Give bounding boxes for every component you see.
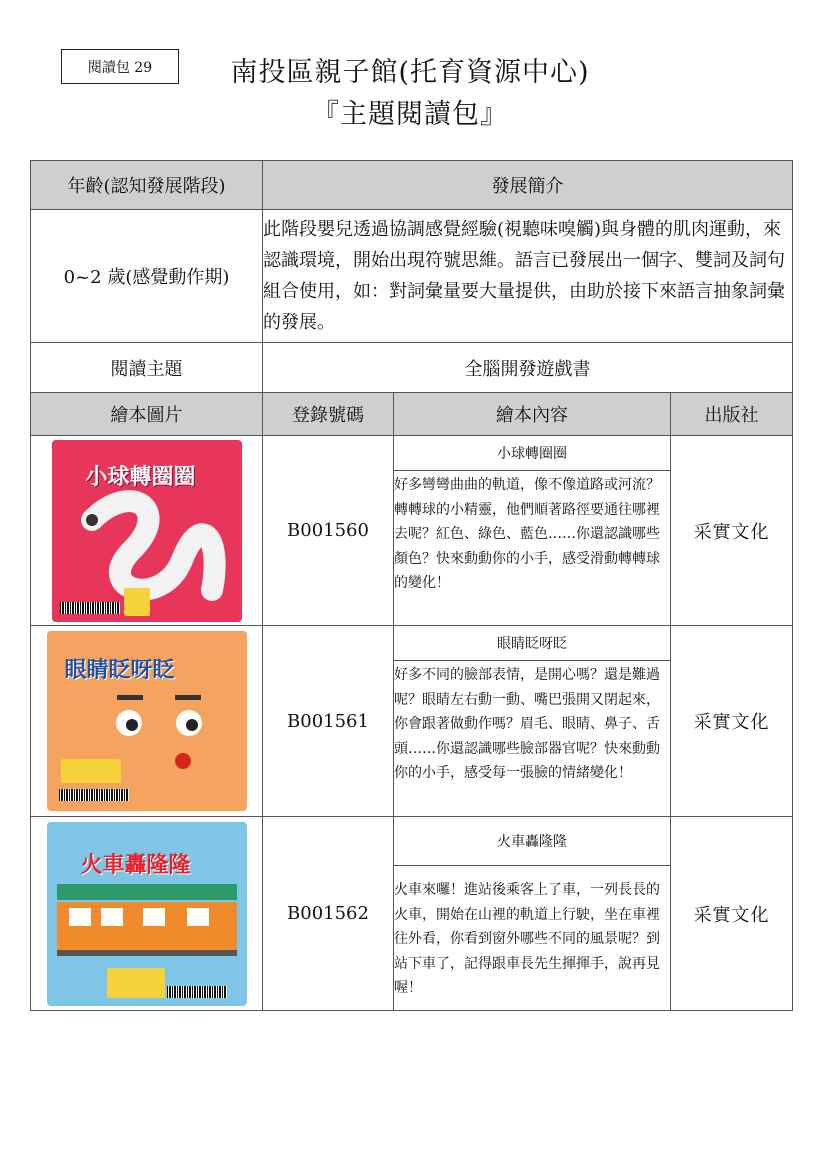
book-title: 火車轟隆隆 <box>394 817 670 866</box>
book-description: 好多彎彎曲曲的軌道，像不像道路或河流？轉轉球的小精靈，他們順著路徑要通往哪裡去呢？紅色、綠色、藍色……你還認識哪些顏色？快來動動你的小手，感受滑動轉轉球的變化！ <box>394 477 660 591</box>
book-title: 小球轉圈圈 <box>394 436 670 471</box>
column-header-publisher: 出版社 <box>671 393 793 436</box>
cover-title-text: 火車轟隆隆 <box>80 852 191 878</box>
face-icon <box>47 631 247 811</box>
library-sticker <box>61 759 121 783</box>
book-description: 好多不同的臉部表情，是開心嗎？還是難過呢？眼睛左右動一動、嘴巴張開又閉起來，你會跟著做動作嗎？眉毛、眼睛、鼻子、舌頭……你還認識哪些臉部器官呢？快來動動你的小手，感受每一張臉的情緒變化！ <box>394 667 660 781</box>
book-publisher: 采實文化 <box>671 626 793 817</box>
cover-title-text: 小球轉圈圈 <box>85 464 196 490</box>
theme-label: 閱讀主題 <box>31 343 263 393</box>
book-description: 火車來囉！進站後乘客上了車，一列長長的火車，開始在山裡的軌道上行駛，坐在車裡往外看，你看到窗外哪些不同的風景呢？到站下車了，記得跟車長先生揮揮手，說再見喔！ <box>394 882 660 996</box>
library-sticker <box>124 588 150 616</box>
book-code: B001562 <box>263 817 394 1011</box>
book-code: B001561 <box>263 626 394 817</box>
page-title: 南投區親子館(托育資源中心) <box>230 57 590 88</box>
library-barcode <box>59 789 129 801</box>
book-cover-image <box>47 822 247 1006</box>
book-publisher: 采實文化 <box>671 817 793 1011</box>
age-header: 年齡(認知發展階段) <box>31 161 263 210</box>
library-sticker <box>107 968 165 998</box>
book-cover-image <box>47 631 247 811</box>
reading-pack-label: 閱讀包 29 <box>61 49 179 84</box>
reading-pack-table <box>30 160 793 1011</box>
book-publisher: 采實文化 <box>671 436 793 626</box>
table-row <box>31 626 793 817</box>
book-cover-cell <box>31 626 263 817</box>
book-content <box>394 436 671 626</box>
cover-title-text: 眼睛眨呀眨 <box>64 658 175 683</box>
library-barcode <box>167 986 227 998</box>
table-row <box>31 436 793 626</box>
table-row <box>31 817 793 1011</box>
column-header-image: 繪本圖片 <box>31 393 263 436</box>
book-title: 眼睛眨呀眨 <box>394 626 670 661</box>
column-header-code: 登錄號碼 <box>263 393 394 436</box>
theme-value: 全腦開發遊戲書 <box>263 343 793 393</box>
book-cover-image <box>52 440 242 622</box>
library-barcode <box>60 602 120 614</box>
book-cover-cell <box>31 436 263 626</box>
page-subtitle: 『主題閱讀包』 <box>312 99 508 130</box>
development-text: 此階段嬰兒透過協調感覺經驗(視聽味嗅觸)與身體的肌肉運動，來認識環境，開始出現符號思維。語言已發展出一個字、雙詞及詞句組合使用，如：對詞彙量要大量提供，由助於接下來語言抽象詞彙的發展。 <box>263 210 793 343</box>
age-value: 0~2 歲(感覺動作期) <box>31 210 263 343</box>
book-code: B001560 <box>263 436 394 626</box>
book-cover-cell <box>31 817 263 1011</box>
book-content <box>394 817 671 1011</box>
book-content <box>394 626 671 817</box>
column-header-content: 繪本內容 <box>394 393 671 436</box>
development-header: 發展簡介 <box>263 161 793 210</box>
